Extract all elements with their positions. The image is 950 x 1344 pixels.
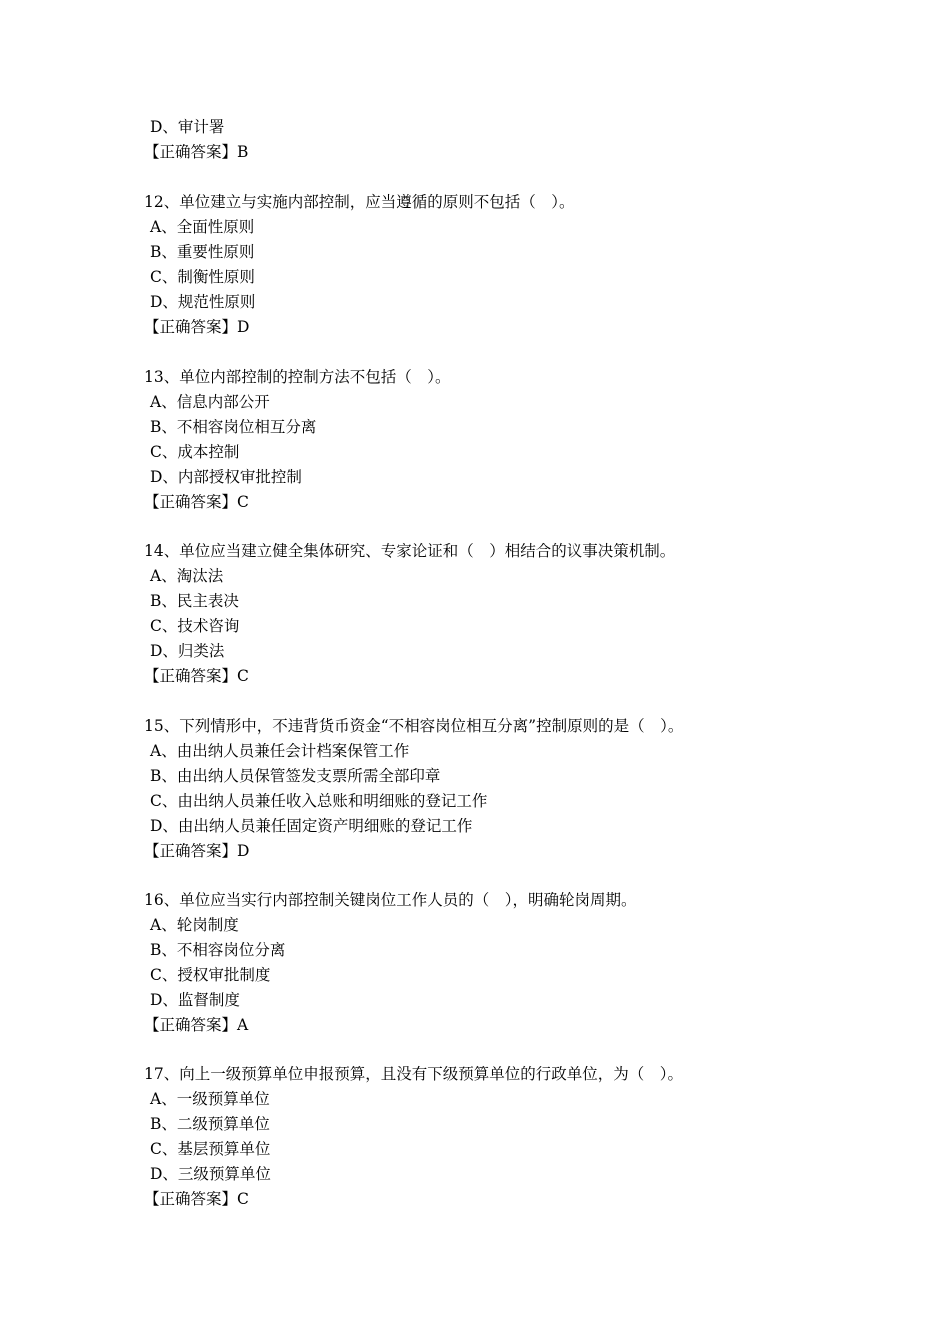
answer-line: 【正确答案】A: [144, 1016, 249, 1034]
answer-line: 【正确答案】B: [144, 143, 249, 161]
option-line: B、二级预算单位: [150, 1115, 270, 1133]
option-line: D、归类法: [150, 642, 225, 660]
option-line: D、由出纳人员兼任固定资产明细账的登记工作: [150, 817, 473, 835]
option-line: C、基层预算单位: [150, 1140, 271, 1158]
option-line: D、内部授权审批控制: [150, 468, 302, 486]
option-line: C、制衡性原则: [150, 268, 255, 286]
option-line: C、由出纳人员兼任收入总账和明细账的登记工作: [150, 792, 488, 810]
option-line: B、民主表决: [150, 592, 239, 610]
answer-line: 【正确答案】D: [144, 318, 250, 336]
option-line: C、成本控制: [150, 443, 240, 461]
question-line: 17、向上一级预算单位申报预算，且没有下级预算单位的行政单位，为（ ）。: [144, 1065, 683, 1083]
option-line: D、三级预算单位: [150, 1165, 271, 1183]
option-line: B、由出纳人员保管签发支票所需全部印章: [150, 767, 441, 785]
answer-line: 【正确答案】C: [144, 1190, 249, 1208]
option-line: D、审计署: [150, 118, 225, 136]
option-line: A、全面性原则: [150, 218, 255, 236]
option-line: C、技术咨询: [150, 617, 240, 635]
option-line: D、监督制度: [150, 991, 240, 1009]
question-line: 13、单位内部控制的控制方法不包括（ ）。: [144, 368, 451, 386]
question-line: 14、单位应当建立健全集体研究、专家论证和（ ）相结合的议事决策机制。: [144, 542, 676, 560]
option-line: B、不相容岗位相互分离: [150, 418, 317, 436]
option-line: A、信息内部公开: [150, 393, 270, 411]
answer-line: 【正确答案】C: [144, 667, 249, 685]
answer-line: 【正确答案】C: [144, 493, 249, 511]
option-line: B、不相容岗位分离: [150, 941, 286, 959]
question-line: 16、单位应当实行内部控制关键岗位工作人员的（ ），明确轮岗周期。: [144, 891, 637, 909]
option-line: A、由出纳人员兼任会计档案保管工作: [150, 742, 410, 760]
question-line: 12、单位建立与实施内部控制，应当遵循的原则不包括（ ）。: [144, 193, 575, 211]
option-line: C、授权审批制度: [150, 966, 271, 984]
option-line: A、一级预算单位: [150, 1090, 270, 1108]
option-line: A、淘汰法: [150, 567, 224, 585]
question-line: 15、下列情形中，不违背货币资金“不相容岗位相互分离”控制原则的是（ ）。: [144, 717, 684, 735]
answer-line: 【正确答案】D: [144, 842, 250, 860]
option-line: A、轮岗制度: [150, 916, 239, 934]
option-line: B、重要性原则: [150, 243, 255, 261]
option-line: D、规范性原则: [150, 293, 256, 311]
